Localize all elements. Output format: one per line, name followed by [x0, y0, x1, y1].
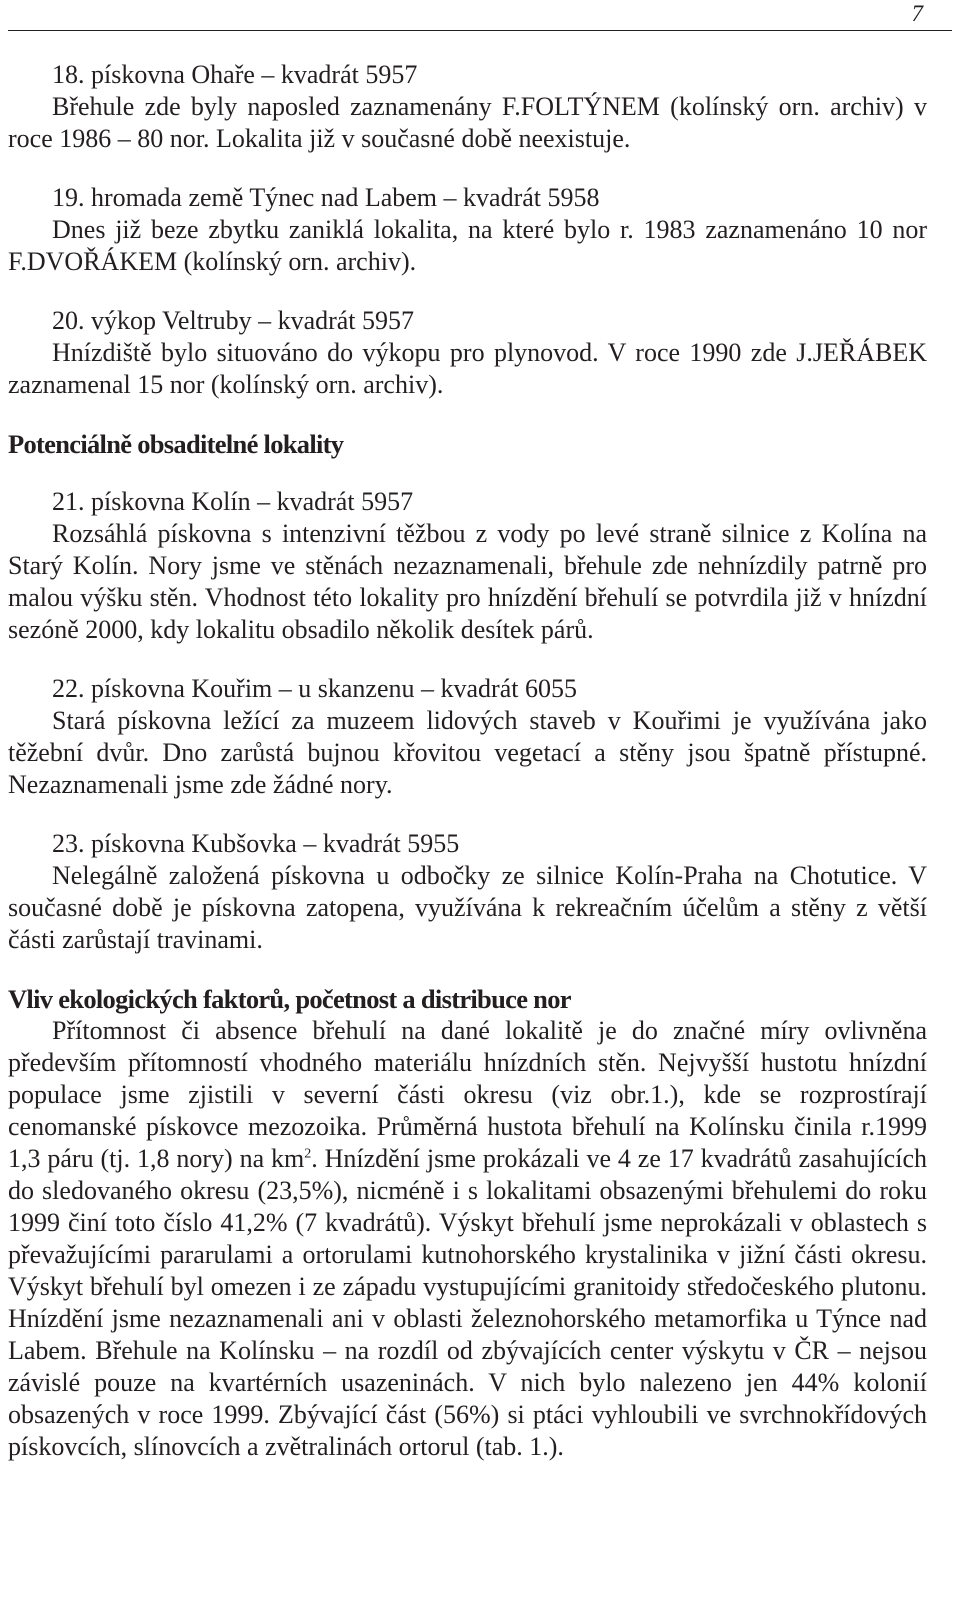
paragraph-text-part1: Přítomnost či absence břehulí na dané lokalitě je do značné míry ovlivněna především přítomností vhodného materiálu hnízdních stěn. Nejvyšší hustotu hnízdní populace jsme zjistili v severní části okresu (viz obr.1.), kde se rozprostírají cenomanské pískovce mezozoika. Průměrná hustota břehulí na Kolínsku činila r.1999 1,3 páru (tj. 1,8 nory) na km [8, 1016, 927, 1173]
locality-entry-18 [8, 59, 927, 155]
locality-entry-21 [8, 486, 927, 646]
entry-body: Dnes již beze zbytku zaniklá lokalita, na které bylo r. 1983 zaznamenáno 10 nor F.DVOŘÁKEM (kolínský orn. archiv). [8, 215, 927, 276]
locality-entry-22 [8, 673, 927, 801]
entry-body: Břehule zde byly naposled zaznamenány F.FOLTÝNEM (kolínský orn. archiv) v roce 1986 – 80 nor. Lokalita již v současné době neexistuje. [8, 92, 927, 153]
entry-body: Nelegálně založená pískovna u odbočky ze silnice Kolín-Praha na Chotutice. V současné době je pískovna zatopena, využívána k rekreačním účelům a stěny z větší části zarůstají travinami. [8, 861, 927, 954]
entry-heading: 21. pískovna Kolín – kvadrát 5957 [52, 487, 414, 516]
ecological-factors-paragraph [8, 1015, 927, 1463]
entry-body: Stará pískovna ležící za muzeem lidových staveb v Kouřimi je využívána jako těžební dvůr. Dno zarůstá bujnou křovitou vegetací a stěny jsou špatně přístupné. Nezaznamenali jsme zde žádné nory. [8, 706, 927, 799]
entry-body: Rozsáhlá pískovna s intenzivní těžbou z vody po levé straně silnice z Kolína na Starý Kolín. Nory jsme ve stěnách nezaznamenali, břehule zde nehnízdily patrně pro malou výšku stěn. Vhodnost této lokality pro hnízdění břehulí se potvrdila již v hnízdní sezóně 2000, kdy lokalitu obsadilo několik desítek párů. [8, 519, 927, 644]
header-rule [8, 30, 952, 31]
locality-entry-20 [8, 305, 927, 401]
locality-entry-23 [8, 828, 927, 956]
entry-heading: 22. pískovna Kouřim – u skanzenu – kvadrát 6055 [52, 674, 577, 703]
locality-entry-19 [8, 182, 927, 278]
page-number: 7 [911, 1, 923, 26]
superscript-squared: 2 [304, 1146, 312, 1162]
entry-heading: 19. hromada země Týnec nad Labem – kvadrát 5958 [52, 183, 600, 212]
entry-heading: 20. výkop Veltruby – kvadrát 5957 [52, 306, 415, 335]
entry-body: Hnízdiště bylo situováno do výkopu pro plynovod. V roce 1990 zde J.JEŘÁBEK zaznamenal 15 nor (kolínský orn. archiv). [8, 338, 927, 399]
section-title-potential-localities: Potenciálně obsaditelné lokality [8, 429, 344, 459]
entry-heading: 23. pískovna Kubšovka – kvadrát 5955 [52, 829, 460, 858]
section-title-ecological-factors: Vliv ekologických faktorů, početnost a distribuce nor [8, 984, 571, 1014]
entry-heading: 18. pískovna Ohaře – kvadrát 5957 [52, 60, 418, 89]
paragraph-text-part2: . Hnízdění jsme prokázali ve 4 ze 17 kvadrátů zasahujících do sledovaného okresu (23,5%), nicméně i s lokalitami obsazenými břehulemi do roku 1999 činí toto číslo 41,2% (7 kvadrátů). Výskyt břehulí jsme neprokázali v oblastech s převažujícími pararulami a ortorulami kutnohorského krystalinika v jižní části okresu. Výskyt břehulí byl omezen i ze západu vystupujícími granitoidy středočeského plutonu. Hnízdění jsme nezaznamenali ani v oblasti železnohorského metamorfika u Týnce nad Labem. Břehule na Kolínsku – na rozdíl od zbývajících center výskytu v ČR – nejsou závislé pouze na kvartérních usazeninách. V nich bylo nalezeno jen 44% kolonií obsazených v roce 1999. Zbývající část (56%) si ptáci vyhloubili ve svrchnokřídových pískovcích, slínovcích a zvětralinách ortorul (tab. 1.). [8, 1144, 927, 1461]
page-content [8, 59, 927, 1463]
